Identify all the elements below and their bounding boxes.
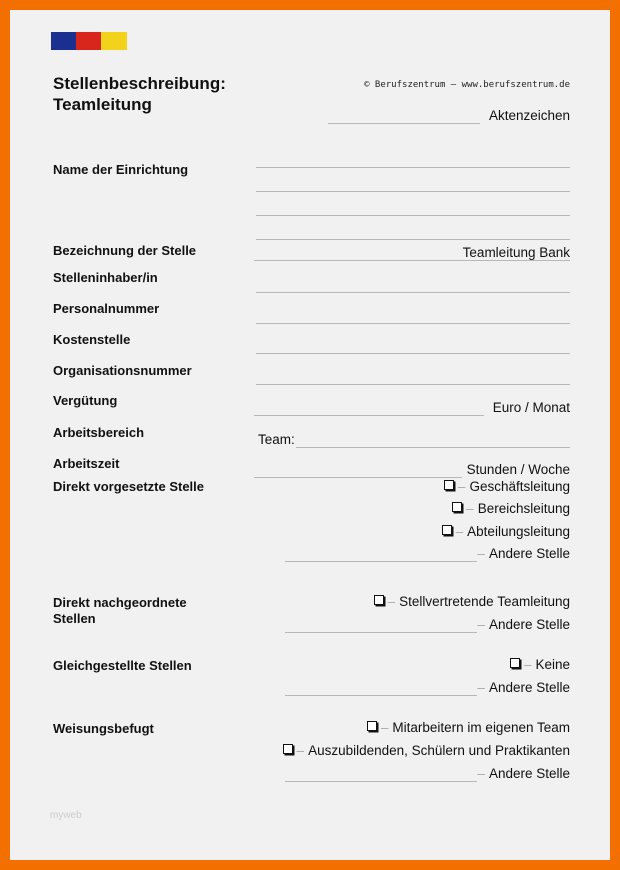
vorgesetzte-option-2[interactable]: – Bereichsleitung: [452, 501, 570, 516]
einrichtung-line-4[interactable]: [256, 239, 570, 240]
nachgeordnete-option-1[interactable]: – Stellvertretende Teamleitung: [374, 594, 570, 609]
stelleninhaber-line[interactable]: [256, 292, 570, 293]
title-line-1: Stellenbeschreibung:: [53, 74, 226, 93]
arbeitszeit-label: Arbeitszeit: [53, 456, 120, 471]
nachgeordnete-other: – Andere Stelle: [477, 617, 570, 632]
checkbox-icon[interactable]: [374, 595, 384, 605]
form-page: [10, 10, 610, 860]
flag-yellow: [101, 32, 127, 50]
gleichgestellte-other: – Andere Stelle: [477, 680, 570, 695]
gleichgestellte-other-line[interactable]: [285, 695, 477, 696]
arbeitsbereich-prefix: Team:: [258, 432, 295, 447]
aktenzeichen-line[interactable]: [328, 123, 480, 124]
weisung-label: Weisungsbefugt: [53, 721, 154, 736]
arbeitsbereich-label: Arbeitsbereich: [53, 425, 145, 440]
gleichgestellte-option-1[interactable]: – Keine: [510, 657, 570, 672]
flag-blue: [51, 32, 76, 50]
weisung-other: – Andere Stelle: [477, 766, 570, 781]
aktenzeichen-label: Aktenzeichen: [488, 108, 570, 123]
checkbox-icon[interactable]: [283, 744, 293, 754]
verguetung-label: Vergütung: [53, 393, 118, 408]
watermark: myweb: [50, 810, 82, 821]
einrichtung-line-3[interactable]: [256, 215, 570, 216]
personalnummer-line[interactable]: [256, 323, 570, 324]
stelleninhaber-label: Stelleninhaber/in: [53, 270, 158, 285]
kostenstelle-line[interactable]: [256, 353, 570, 354]
organisationsnummer-label: Organisationsnummer: [53, 363, 192, 378]
vorgesetzte-option-1[interactable]: – Geschäftsleitung: [444, 479, 570, 494]
weisung-option-1[interactable]: – Mitarbeitern im eigenen Team: [367, 720, 570, 735]
personalnummer-label: Personalnummer: [53, 301, 160, 316]
arbeitsbereich-line[interactable]: [296, 447, 570, 448]
verguetung-unit: Euro / Monat: [492, 400, 570, 415]
flag-red: [76, 32, 101, 50]
bezeichnung-value: Teamleitung Bank: [462, 245, 570, 260]
checkbox-icon[interactable]: [367, 721, 377, 731]
checkbox-icon[interactable]: [442, 525, 452, 535]
checkbox-icon[interactable]: [510, 658, 520, 668]
checkbox-icon[interactable]: [452, 502, 462, 512]
einrichtung-line-1[interactable]: [256, 167, 570, 168]
vorgesetzte-label: Direkt vorgesetzte Stelle: [53, 479, 205, 494]
arbeitszeit-unit: Stunden / Woche: [466, 462, 570, 477]
weisung-option-2[interactable]: – Auszubildenden, Schülern und Praktikanten: [283, 743, 570, 758]
arbeitszeit-line[interactable]: [254, 477, 462, 478]
vorgesetzte-other-line[interactable]: [285, 561, 477, 562]
bezeichnung-line[interactable]: [254, 260, 570, 261]
organisationsnummer-line[interactable]: [256, 384, 570, 385]
nachgeordnete-other-line[interactable]: [285, 632, 477, 633]
einrichtung-label: Name der Einrichtung: [53, 162, 189, 177]
bezeichnung-label: Bezeichnung der Stelle: [53, 243, 197, 258]
einrichtung-line-2[interactable]: [256, 191, 570, 192]
vorgesetzte-other: – Andere Stelle: [477, 546, 570, 561]
verguetung-line[interactable]: [254, 415, 484, 416]
kostenstelle-label: Kostenstelle: [53, 332, 131, 347]
checkbox-icon[interactable]: [444, 480, 454, 490]
vorgesetzte-option-3[interactable]: – Abteilungsleitung: [442, 524, 570, 539]
page-title: [53, 73, 226, 115]
title-line-2: Teamleitung: [53, 95, 152, 114]
nachgeordnete-label: Direkt nachgeordnete Stellen: [53, 595, 187, 626]
gleichgestellte-label: Gleichgestellte Stellen: [53, 658, 192, 673]
weisung-other-line[interactable]: [285, 781, 477, 782]
copyright-notice: © Berufszentrum – www.berufszentrum.de: [364, 80, 570, 90]
